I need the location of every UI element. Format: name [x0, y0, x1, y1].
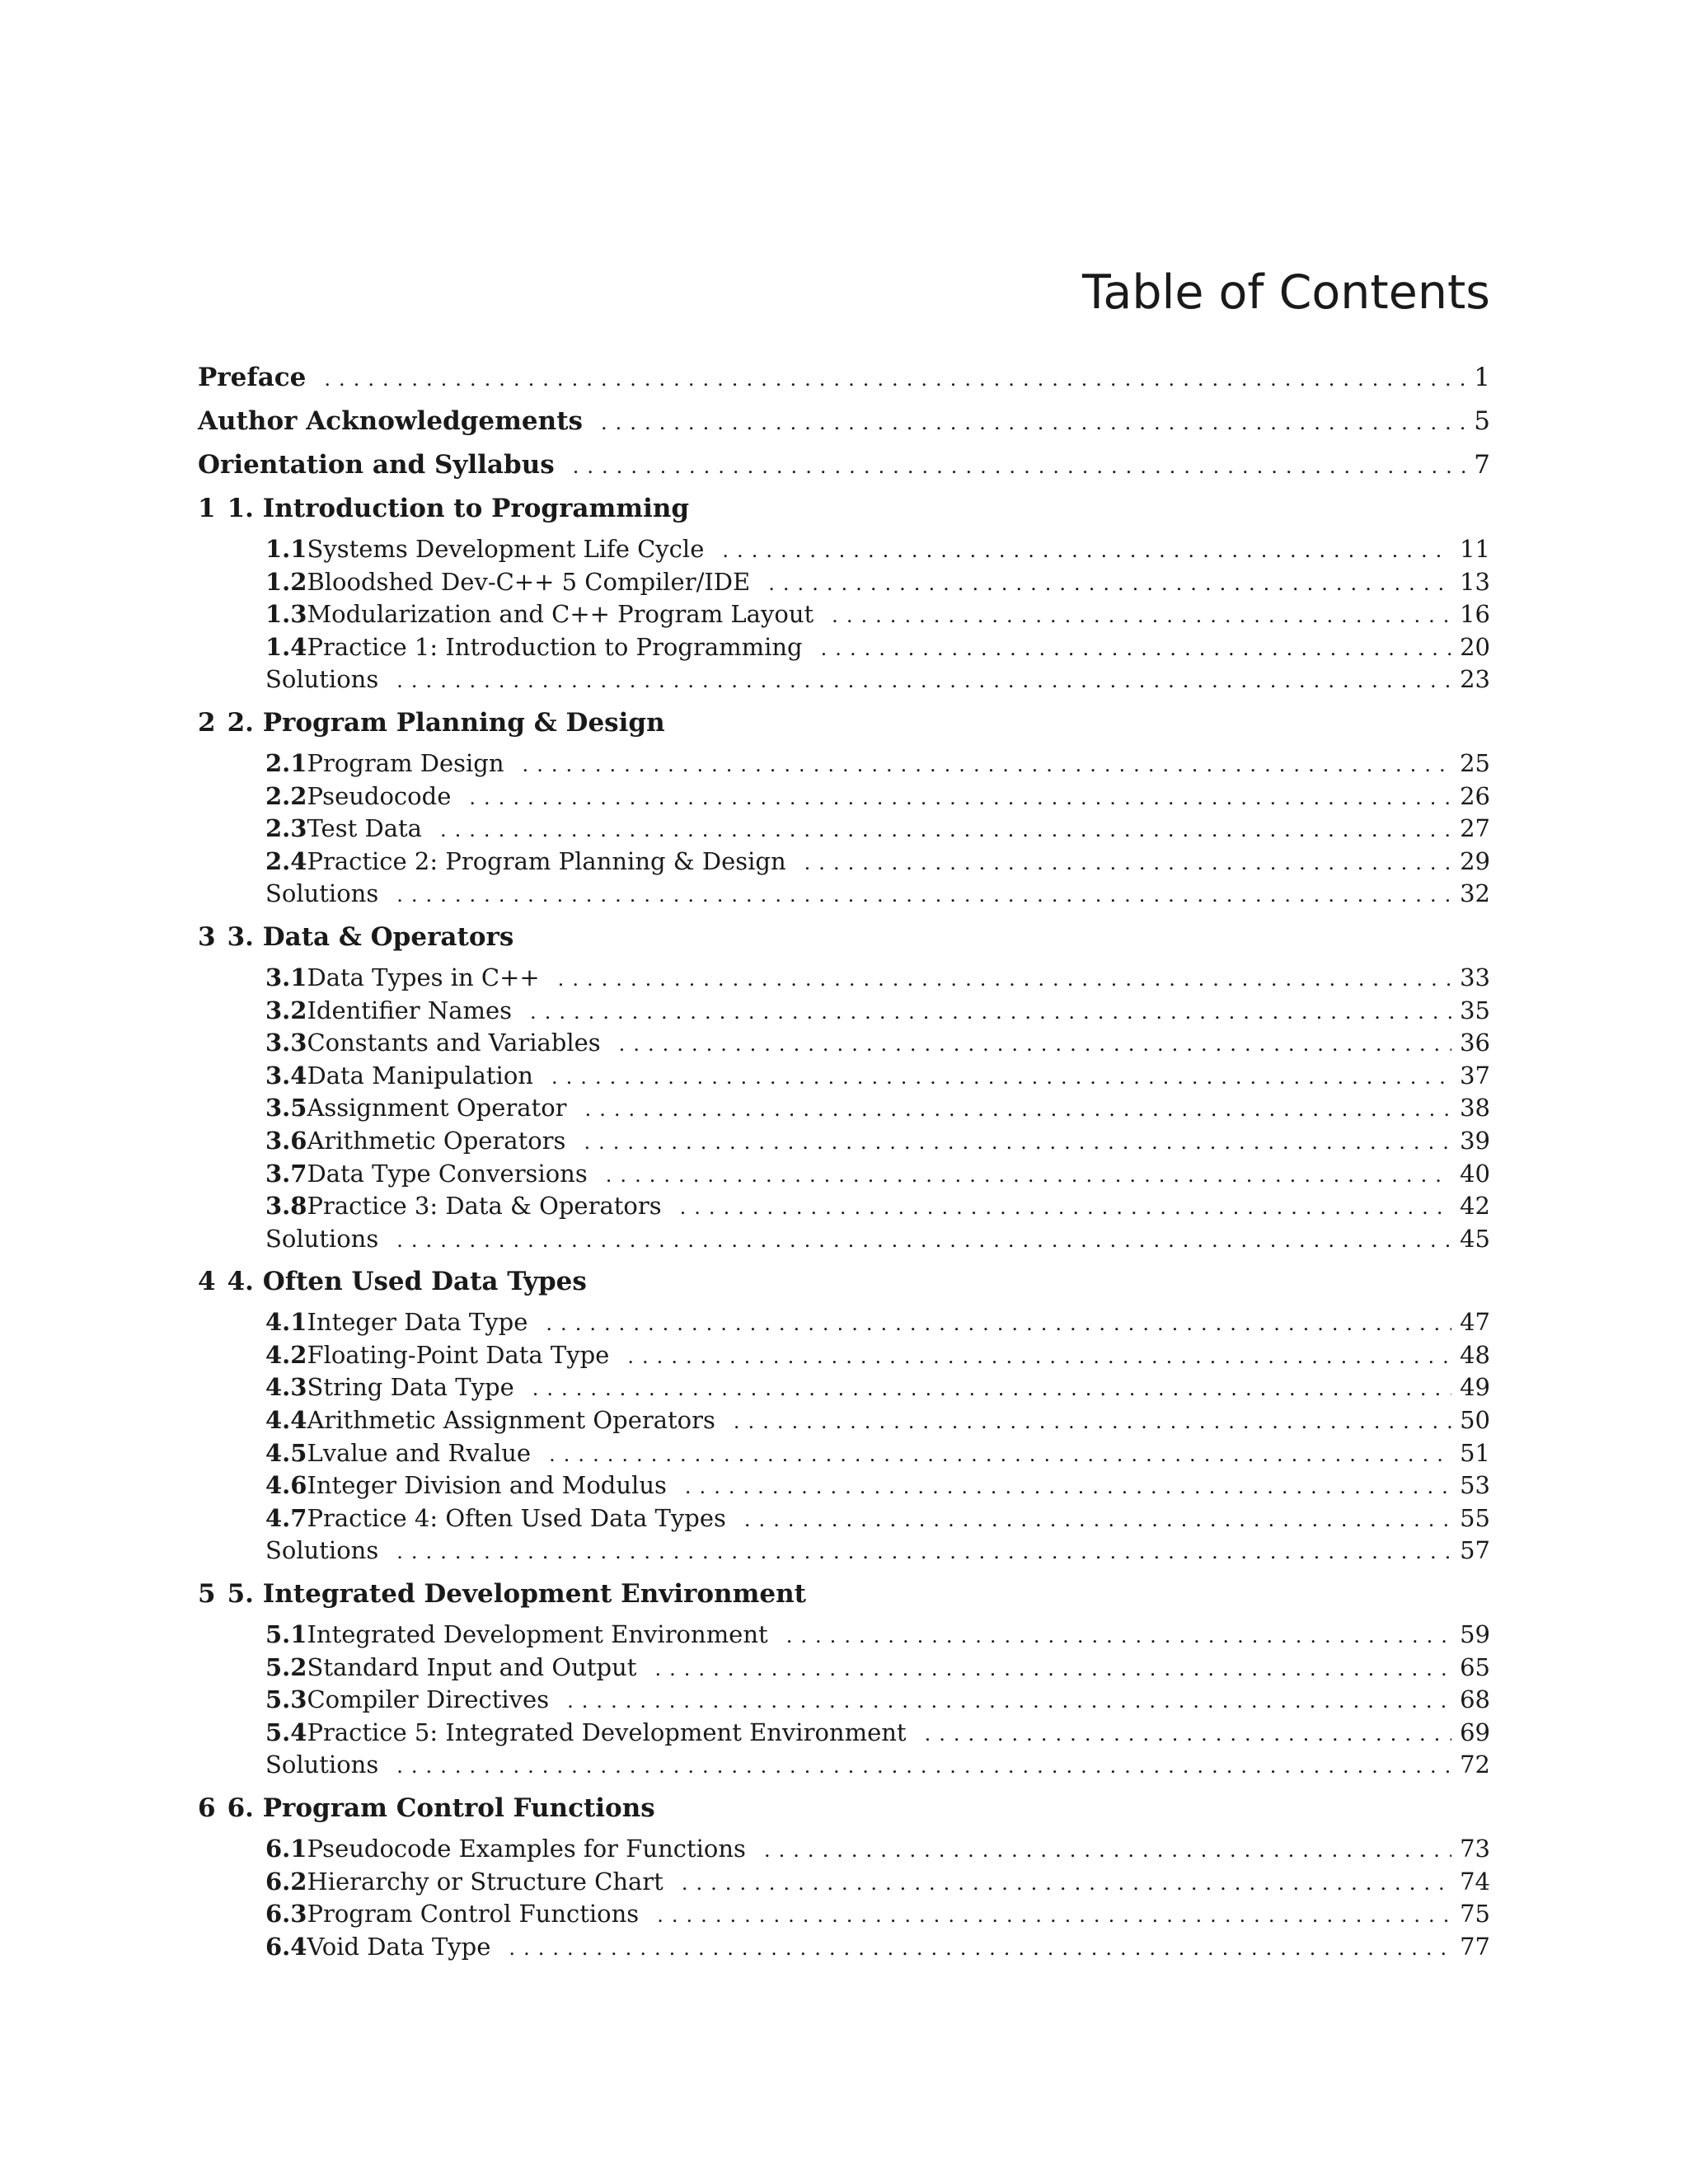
section-title: Lvalue and Rvalue [307, 1438, 532, 1467]
toc-page-number: 32 [1460, 879, 1490, 908]
section-number: 3.4 [265, 1061, 307, 1090]
section-title: Integer Division and Modulus [307, 1471, 667, 1500]
dot-leader [546, 1312, 1451, 1335]
toc-page-number: 26 [1460, 781, 1490, 810]
chapter-number: 2 [198, 707, 216, 738]
toc-page-number: 13 [1460, 567, 1490, 596]
section-number: 5.2 [265, 1652, 307, 1681]
toc-page-number: 5 [1474, 406, 1490, 436]
toc-page-number: 27 [1460, 814, 1490, 843]
toc-section-entry[interactable] [198, 1062, 1490, 1094]
toc-chapter-heading[interactable] [198, 494, 1490, 535]
toc-solutions-entry[interactable] [198, 1536, 1490, 1569]
toc-page-number: 50 [1460, 1406, 1490, 1435]
toc-section-entry[interactable] [198, 847, 1490, 880]
chapter-number: 4 [198, 1267, 216, 1297]
toc-page-number: 68 [1460, 1685, 1490, 1714]
section-number: 6.3 [265, 1900, 307, 1929]
chapter-title: 3. Data & Operators [227, 921, 514, 952]
toc-section-entry[interactable] [198, 1373, 1490, 1406]
dot-leader [523, 753, 1452, 776]
section-number: 4.1 [265, 1308, 307, 1337]
section-number: 5.3 [265, 1685, 307, 1714]
dot-leader [469, 786, 1451, 809]
section-title: Constants and Variables [307, 1029, 601, 1057]
section-title: Hierarchy or Structure Chart [307, 1867, 663, 1896]
toc-entry-label: Preface [198, 363, 307, 392]
chapter-number: 3 [198, 921, 216, 952]
dot-leader [584, 1131, 1451, 1154]
section-number: 3.8 [265, 1192, 307, 1221]
toc-section-entry[interactable] [198, 1471, 1490, 1504]
dot-leader [685, 1475, 1451, 1498]
chapter-title: 4. Often Used Data Types [227, 1267, 587, 1297]
section-title: Data Manipulation [307, 1061, 533, 1090]
dot-leader [682, 1872, 1451, 1895]
toc-section-entry[interactable] [198, 782, 1490, 815]
section-number: 3.3 [265, 1029, 307, 1057]
dot-leader [804, 851, 1451, 874]
toc-page-number: 55 [1460, 1503, 1490, 1532]
toc-page-number: 53 [1460, 1471, 1490, 1500]
section-number: 2.1 [265, 748, 307, 777]
dot-leader [396, 883, 1451, 907]
toc-page-number: 40 [1460, 1159, 1490, 1188]
dot-leader [530, 1001, 1451, 1024]
dot-leader [619, 1033, 1451, 1056]
toc-section-entry[interactable] [198, 1718, 1490, 1751]
chapter-number: 6 [198, 1793, 216, 1823]
section-title: Practice 5: Integrated Development Environment [307, 1718, 907, 1746]
section-title: Systems Development Life Cycle [307, 535, 705, 563]
toc-page-number: 49 [1460, 1373, 1490, 1402]
dot-leader [440, 818, 1451, 841]
section-title: Practice 3: Data & Operators [307, 1192, 662, 1221]
toc-page-number: 47 [1460, 1308, 1490, 1337]
toc-section-entry[interactable] [198, 1868, 1490, 1900]
toc-page-number: 77 [1460, 1932, 1490, 1961]
dot-leader [734, 1410, 1451, 1433]
dot-leader [532, 1377, 1451, 1400]
toc-solutions-entry[interactable] [198, 1225, 1490, 1258]
toc-page-number: 75 [1460, 1900, 1490, 1929]
section-title: Practice 2: Program Planning & Design [307, 846, 786, 875]
dot-leader [786, 1624, 1451, 1647]
section-number: 3.1 [265, 963, 307, 991]
section-title: Practice 4: Often Used Data Types [307, 1503, 726, 1532]
toc-page-number: 37 [1460, 1061, 1490, 1090]
section-title: Bloodshed Dev-C++ 5 Compiler/IDE [307, 567, 751, 596]
dot-leader [832, 604, 1451, 627]
solutions-label: Solutions [265, 665, 379, 694]
toc-section-entry[interactable] [198, 633, 1490, 666]
toc-page-number: 74 [1460, 1867, 1490, 1896]
toc-page-number: 39 [1460, 1126, 1490, 1155]
toc-section-entry[interactable] [198, 749, 1490, 782]
toc-section-entry[interactable] [198, 1653, 1490, 1686]
section-number: 5.4 [265, 1718, 307, 1746]
page-title: Table of Contents [1082, 265, 1490, 320]
section-title: Void Data Type [307, 1932, 491, 1961]
section-number: 2.3 [265, 814, 307, 843]
section-number: 6.4 [265, 1932, 307, 1961]
dot-leader [768, 572, 1451, 595]
toc-entry-label: Orientation and Syllabus [198, 450, 555, 480]
toc-section-entry[interactable] [198, 1406, 1490, 1439]
dot-leader [324, 368, 1465, 391]
section-title: Practice 1: Introduction to Programming [307, 632, 803, 661]
chapter-number: 1 [198, 494, 216, 523]
section-title: Data Type Conversions [307, 1159, 588, 1188]
section-title: Arithmetic Operators [307, 1126, 566, 1155]
dot-leader [601, 411, 1465, 434]
toc-chapter-heading[interactable] [198, 1793, 1490, 1835]
toc-page-number: 16 [1460, 600, 1490, 629]
dot-leader [744, 1508, 1451, 1531]
section-title: Assignment Operator [307, 1094, 567, 1122]
dot-leader [821, 637, 1451, 660]
section-title: Pseudocode Examples for Functions [307, 1835, 746, 1863]
toc-section-entry[interactable] [198, 996, 1490, 1029]
toc-front-matter-entry[interactable] [198, 363, 1490, 406]
section-number: 4.7 [265, 1503, 307, 1532]
chapter-title: 5. Integrated Development Environment [227, 1579, 806, 1610]
toc-section-entry[interactable] [198, 1341, 1490, 1374]
toc-section-entry[interactable] [198, 1192, 1490, 1225]
section-title: Test Data [307, 814, 422, 843]
solutions-label: Solutions [265, 1750, 379, 1779]
chapter-title: 2. Program Planning & Design [227, 707, 665, 738]
toc-page-number: 72 [1460, 1750, 1490, 1779]
dot-leader [764, 1839, 1451, 1862]
chapter-title: 1. Introduction to Programming [227, 494, 690, 523]
toc-section-entry[interactable] [198, 600, 1490, 633]
toc-section-entry[interactable] [198, 568, 1490, 601]
toc-section-entry[interactable] [198, 1835, 1490, 1868]
dot-leader [657, 1904, 1451, 1927]
toc-section-entry[interactable] [198, 1094, 1490, 1127]
dot-leader [396, 1229, 1451, 1252]
toc-chapter-heading[interactable] [198, 708, 1490, 749]
section-title: Program Control Functions [307, 1900, 640, 1929]
section-number: 4.6 [265, 1471, 307, 1500]
toc-page-number: 38 [1460, 1094, 1490, 1122]
dot-leader [925, 1722, 1452, 1746]
dot-leader [396, 1755, 1451, 1778]
toc-section-entry[interactable] [198, 963, 1490, 996]
toc-page-number: 36 [1460, 1029, 1490, 1057]
toc-chapter-heading[interactable] [198, 922, 1490, 963]
toc-section-entry[interactable] [198, 1439, 1490, 1472]
toc-page-number: 65 [1460, 1652, 1490, 1681]
toc-page-number: 73 [1460, 1835, 1490, 1863]
section-number: 4.2 [265, 1340, 307, 1369]
toc-section-entry[interactable] [198, 1900, 1490, 1933]
toc-solutions-entry[interactable] [198, 879, 1490, 912]
toc-chapter-heading[interactable] [198, 1267, 1490, 1308]
dot-leader [551, 1066, 1451, 1089]
section-number: 1.4 [265, 632, 307, 661]
section-number: 1.3 [265, 600, 307, 629]
section-number: 3.7 [265, 1159, 307, 1188]
section-title: Arithmetic Assignment Operators [307, 1406, 715, 1435]
section-title: Compiler Directives [307, 1685, 550, 1714]
dot-leader [606, 1164, 1451, 1187]
dot-leader [585, 1098, 1452, 1121]
toc-page-number: 51 [1460, 1438, 1490, 1467]
dot-leader [680, 1196, 1451, 1219]
toc-chapter-heading[interactable] [198, 1579, 1490, 1620]
toc-section-entry[interactable] [198, 1685, 1490, 1718]
toc-section-entry[interactable] [198, 535, 1490, 568]
dot-leader [549, 1443, 1451, 1466]
toc-page-number: 42 [1460, 1192, 1490, 1221]
dot-leader [558, 968, 1451, 991]
solutions-label: Solutions [265, 1536, 379, 1565]
toc-page-number: 35 [1460, 996, 1490, 1024]
section-number: 3.5 [265, 1094, 307, 1122]
toc-solutions-entry[interactable] [198, 1750, 1490, 1783]
dot-leader [627, 1345, 1451, 1368]
section-title: Standard Input and Output [307, 1652, 637, 1681]
section-number: 6.1 [265, 1835, 307, 1863]
toc-solutions-entry[interactable] [198, 665, 1490, 698]
toc-page-number: 57 [1460, 1536, 1490, 1565]
section-number: 1.2 [265, 567, 307, 596]
toc-page-number: 7 [1474, 450, 1490, 480]
toc-page-number: 48 [1460, 1340, 1490, 1369]
chapter-number: 5 [198, 1579, 216, 1610]
section-number: 2.2 [265, 781, 307, 810]
solutions-label: Solutions [265, 1224, 379, 1253]
section-number: 3.6 [265, 1126, 307, 1155]
section-number: 6.2 [265, 1867, 307, 1896]
dot-leader [396, 669, 1451, 692]
toc-section-entry[interactable] [198, 1933, 1490, 1966]
toc-section-entry[interactable] [198, 1308, 1490, 1341]
section-title: Pseudocode [307, 781, 452, 810]
section-number: 1.1 [265, 535, 307, 563]
section-title: Floating-Point Data Type [307, 1340, 610, 1369]
toc-entry-label: Author Acknowledgements [198, 406, 583, 436]
toc-page-number: 45 [1460, 1224, 1490, 1253]
dot-leader [567, 1690, 1451, 1713]
toc-page-number: 1 [1474, 363, 1490, 392]
chapter-title: 6. Program Control Functions [227, 1793, 655, 1823]
dot-leader [573, 455, 1465, 478]
toc-section-entry[interactable] [198, 1160, 1490, 1193]
section-title: Identifier Names [307, 996, 513, 1024]
toc-section-entry[interactable] [198, 1620, 1490, 1653]
toc-front-matter-entry[interactable] [198, 450, 1490, 494]
table-of-contents [198, 363, 1490, 1965]
section-title: Program Design [307, 748, 504, 777]
dot-leader [396, 1540, 1451, 1563]
toc-page-number: 33 [1460, 963, 1490, 991]
toc-section-entry[interactable] [198, 1127, 1490, 1160]
toc-section-entry[interactable] [198, 814, 1490, 847]
section-number: 5.1 [265, 1620, 307, 1649]
section-title: Modularization and C++ Program Layout [307, 600, 814, 629]
toc-section-entry[interactable] [198, 1029, 1490, 1062]
toc-front-matter-entry[interactable] [198, 406, 1490, 450]
section-number: 4.3 [265, 1373, 307, 1402]
section-title: String Data Type [307, 1373, 514, 1402]
section-title: Data Types in C++ [307, 963, 540, 991]
dot-leader [509, 1937, 1451, 1960]
section-number: 2.4 [265, 846, 307, 875]
section-number: 3.2 [265, 996, 307, 1024]
dot-leader [722, 539, 1451, 562]
section-number: 4.4 [265, 1406, 307, 1435]
toc-page-number: 29 [1460, 846, 1490, 875]
toc-page-number: 25 [1460, 748, 1490, 777]
toc-page-number: 69 [1460, 1718, 1490, 1746]
dot-leader [654, 1657, 1451, 1680]
solutions-label: Solutions [265, 879, 379, 908]
toc-page-number: 23 [1460, 665, 1490, 694]
toc-page-number: 59 [1460, 1620, 1490, 1649]
section-title: Integer Data Type [307, 1308, 528, 1337]
toc-page-number: 11 [1460, 535, 1490, 563]
section-title: Integrated Development Environment [307, 1620, 768, 1649]
toc-page-number: 20 [1460, 632, 1490, 661]
section-number: 4.5 [265, 1438, 307, 1467]
toc-section-entry[interactable] [198, 1504, 1490, 1537]
